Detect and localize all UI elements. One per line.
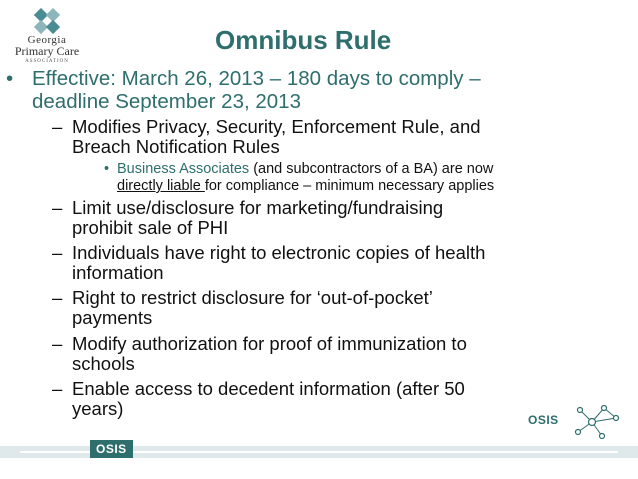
dash-marker: – <box>52 333 63 354</box>
sub-item-line-2: years) <box>72 398 124 419</box>
sub-item-line-2: payments <box>72 307 153 328</box>
sub-item-line-1: Modifies Privacy, Security, Enforcement Rule, and <box>72 116 481 137</box>
primary-care-logo <box>12 8 82 70</box>
ba-underlined: directly liable <box>117 178 205 194</box>
sub-item <box>52 242 627 283</box>
dash-marker: – <box>52 287 63 308</box>
ba-text-1: (and subcontractors of a BA) are now <box>249 161 494 177</box>
sub-item-line-1: Enable access to decedent information (after 50 <box>72 378 465 399</box>
logo-line-1: Georgia <box>27 34 67 46</box>
diamond-logo-icon <box>34 8 60 34</box>
sub-item-line-1: Right to restrict disclosure for ‘out-of-pocket’ <box>72 287 433 308</box>
sub-item-line-2: schools <box>72 353 135 374</box>
sub-item <box>52 287 627 328</box>
sub-item-line-1: Limit use/disclosure for marketing/fundraising <box>72 197 444 218</box>
dash-marker: – <box>52 197 63 218</box>
bullet-marker: • <box>104 161 110 177</box>
effective-line-1: Effective: March 26, 2013 – 180 days to comply – <box>32 67 481 90</box>
dash-marker: – <box>52 242 63 263</box>
sub-item-line-1: Modify authorization for proof of immunization to <box>72 333 467 354</box>
sub-item <box>52 116 627 157</box>
slide-title: Omnibus Rule <box>215 25 392 55</box>
network-nodes-icon <box>572 402 622 442</box>
footer-osis-badge: OSIS <box>90 440 133 458</box>
logo-line-3: ASSOCIATION <box>25 59 69 64</box>
osis-wordmark: OSIS <box>528 413 559 427</box>
effective-line-2: deadline September 23, 2013 <box>32 90 301 113</box>
bullet-effective <box>6 67 612 113</box>
osis-logo <box>528 402 623 444</box>
bullet-marker: • <box>6 67 14 90</box>
logo-line-2: Primary Care <box>14 44 80 58</box>
ba-note <box>104 161 627 195</box>
dash-marker: – <box>52 116 63 137</box>
sub-item-line-2: information <box>72 262 164 283</box>
ba-highlight: Business Associates <box>117 161 250 177</box>
sub-item <box>52 333 627 374</box>
sub-item-line-2: Breach Notification Rules <box>72 136 280 157</box>
sub-item <box>52 197 627 238</box>
dash-marker: – <box>52 378 63 399</box>
sub-item-line-2: prohibit sale of PHI <box>72 217 229 238</box>
sub-item-line-1: Individuals have right to electronic copies of health <box>72 242 486 263</box>
ba-text-2: for compliance – minimum necessary applies <box>204 178 495 194</box>
